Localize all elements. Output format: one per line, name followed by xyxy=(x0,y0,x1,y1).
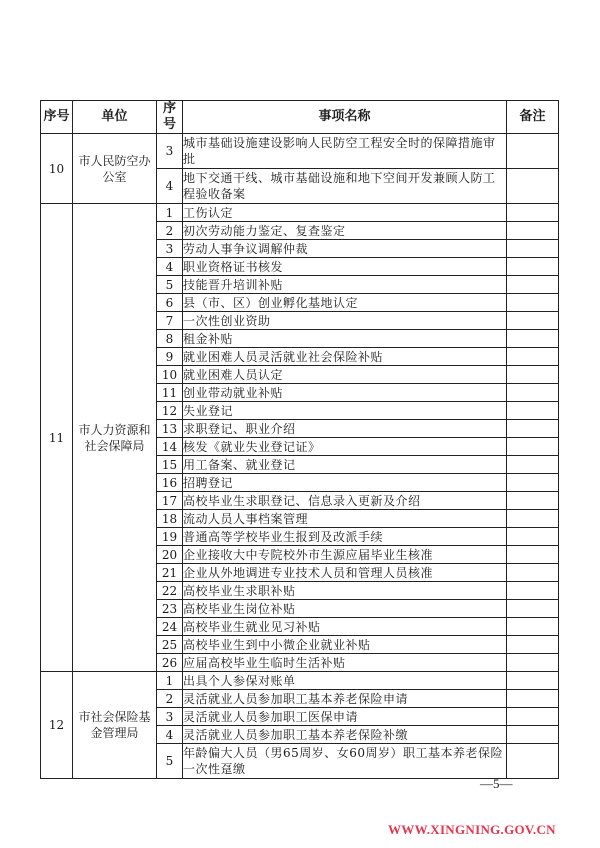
item-note-cell xyxy=(507,294,559,312)
group-seq-cell: 12 xyxy=(41,672,73,779)
item-seq-cell: 17 xyxy=(157,492,183,510)
item-name-cell: 县（市、区）创业孵化基地认定 xyxy=(183,294,507,312)
item-name-cell: 招聘登记 xyxy=(183,474,507,492)
group-unit-cell: 市社会保险基金管理局 xyxy=(73,672,157,779)
item-note-cell xyxy=(507,618,559,636)
service-items-table xyxy=(40,100,559,779)
item-note-cell xyxy=(507,510,559,528)
table-row xyxy=(41,672,559,690)
item-name-cell: 企业从外地调进专业技术人员和管理人员核准 xyxy=(183,564,507,582)
group-unit-cell: 市人力资源和社会保障局 xyxy=(73,204,157,672)
item-seq-cell: 4 xyxy=(157,169,183,204)
header-unit: 单位 xyxy=(73,101,157,134)
item-name-cell: 灵活就业人员参加职工基本养老保险补缴 xyxy=(183,726,507,744)
item-seq-cell: 12 xyxy=(157,402,183,420)
item-name-cell: 地下交通干线、城市基础设施和地下空间开发兼顾人防工程验收备案 xyxy=(183,169,507,204)
table-body xyxy=(41,134,559,779)
item-note-cell xyxy=(507,636,559,654)
item-note-cell xyxy=(507,546,559,564)
item-seq-cell: 1 xyxy=(157,672,183,690)
item-seq-cell: 3 xyxy=(157,134,183,169)
item-name-cell: 高校毕业生到中小微企业就业补贴 xyxy=(183,636,507,654)
item-name-cell: 城市基础设施建设影响人民防空工程安全时的保障措施审批 xyxy=(183,134,507,169)
item-seq-cell: 1 xyxy=(157,204,183,222)
item-name-cell: 应届高校毕业生临时生活补贴 xyxy=(183,654,507,672)
item-note-cell xyxy=(507,134,559,169)
item-seq-cell: 7 xyxy=(157,312,183,330)
item-seq-cell: 4 xyxy=(157,258,183,276)
item-name-cell: 出具个人参保对账单 xyxy=(183,672,507,690)
item-seq-cell: 2 xyxy=(157,222,183,240)
item-seq-cell: 18 xyxy=(157,510,183,528)
item-seq-cell: 13 xyxy=(157,420,183,438)
website-watermark: WWW.XINGNING.GOV.CN xyxy=(388,822,556,837)
item-note-cell xyxy=(507,726,559,744)
item-note-cell xyxy=(507,492,559,510)
header-item-name: 事项名称 xyxy=(183,101,507,134)
item-note-cell xyxy=(507,690,559,708)
item-note-cell xyxy=(507,708,559,726)
item-note-cell xyxy=(507,654,559,672)
item-name-cell: 企业接收大中专院校外市生源应届毕业生核准 xyxy=(183,546,507,564)
item-name-cell: 高校毕业生求职补贴 xyxy=(183,582,507,600)
item-note-cell xyxy=(507,222,559,240)
item-note-cell xyxy=(507,582,559,600)
item-name-cell: 求职登记、职业介绍 xyxy=(183,420,507,438)
item-note-cell xyxy=(507,528,559,546)
item-note-cell xyxy=(507,474,559,492)
item-name-cell: 租金补贴 xyxy=(183,330,507,348)
item-note-cell xyxy=(507,672,559,690)
header-note: 备注 xyxy=(507,101,559,134)
item-name-cell: 高校毕业生求职登记、信息录入更新及介绍 xyxy=(183,492,507,510)
item-seq-cell: 19 xyxy=(157,528,183,546)
group-seq-cell: 11 xyxy=(41,204,73,672)
item-seq-cell: 10 xyxy=(157,366,183,384)
item-name-cell: 普通高等学校毕业生报到及改派手续 xyxy=(183,528,507,546)
item-name-cell: 创业带动就业补贴 xyxy=(183,384,507,402)
item-name-cell: 年龄偏大人员（男65周岁、女60周岁）职工基本养老保险一次性趸缴 xyxy=(183,744,507,779)
item-note-cell xyxy=(507,420,559,438)
item-seq-cell: 20 xyxy=(157,546,183,564)
header-seq: 序号 xyxy=(41,101,73,134)
item-seq-cell: 11 xyxy=(157,384,183,402)
item-seq-cell: 3 xyxy=(157,240,183,258)
item-name-cell: 劳动人事争议调解仲裁 xyxy=(183,240,507,258)
item-seq-cell: 6 xyxy=(157,294,183,312)
item-seq-cell: 5 xyxy=(157,744,183,779)
item-note-cell xyxy=(507,240,559,258)
item-name-cell: 灵活就业人员参加职工基本养老保险申请 xyxy=(183,690,507,708)
item-name-cell: 灵活就业人员参加职工医保申请 xyxy=(183,708,507,726)
item-note-cell xyxy=(507,438,559,456)
item-name-cell: 失业登记 xyxy=(183,402,507,420)
item-seq-cell: 25 xyxy=(157,636,183,654)
item-note-cell xyxy=(507,744,559,779)
item-note-cell xyxy=(507,366,559,384)
item-seq-cell: 26 xyxy=(157,654,183,672)
item-seq-cell: 23 xyxy=(157,600,183,618)
item-note-cell xyxy=(507,204,559,222)
item-name-cell: 就业困难人员灵活就业社会保险补贴 xyxy=(183,348,507,366)
item-name-cell: 工伤认定 xyxy=(183,204,507,222)
item-note-cell xyxy=(507,169,559,204)
item-seq-cell: 21 xyxy=(157,564,183,582)
item-seq-cell: 3 xyxy=(157,708,183,726)
group-seq-cell: 10 xyxy=(41,134,73,204)
item-name-cell: 高校毕业生岗位补贴 xyxy=(183,600,507,618)
page-number: —5— xyxy=(480,776,513,791)
item-note-cell xyxy=(507,276,559,294)
item-name-cell: 核发《就业失业登记证》 xyxy=(183,438,507,456)
item-note-cell xyxy=(507,402,559,420)
item-name-cell: 一次性创业资助 xyxy=(183,312,507,330)
header-sub-seq: 序号 xyxy=(157,101,183,134)
item-note-cell xyxy=(507,312,559,330)
item-seq-cell: 24 xyxy=(157,618,183,636)
item-note-cell xyxy=(507,384,559,402)
item-name-cell: 就业困难人员认定 xyxy=(183,366,507,384)
item-seq-cell: 8 xyxy=(157,330,183,348)
item-seq-cell: 16 xyxy=(157,474,183,492)
item-name-cell: 流动人员人事档案管理 xyxy=(183,510,507,528)
item-seq-cell: 15 xyxy=(157,456,183,474)
item-seq-cell: 22 xyxy=(157,582,183,600)
item-seq-cell: 9 xyxy=(157,348,183,366)
item-name-cell: 用工备案、就业登记 xyxy=(183,456,507,474)
item-note-cell xyxy=(507,564,559,582)
table-row xyxy=(41,204,559,222)
item-seq-cell: 5 xyxy=(157,276,183,294)
item-name-cell: 高校毕业生就业见习补贴 xyxy=(183,618,507,636)
item-seq-cell: 4 xyxy=(157,726,183,744)
item-seq-cell: 2 xyxy=(157,690,183,708)
item-name-cell: 技能晋升培训补贴 xyxy=(183,276,507,294)
item-name-cell: 初次劳动能力鉴定、复查鉴定 xyxy=(183,222,507,240)
item-seq-cell: 14 xyxy=(157,438,183,456)
table-header-row xyxy=(41,101,559,134)
item-note-cell xyxy=(507,330,559,348)
item-note-cell xyxy=(507,258,559,276)
item-note-cell xyxy=(507,600,559,618)
item-name-cell: 职业资格证书核发 xyxy=(183,258,507,276)
item-note-cell xyxy=(507,456,559,474)
table-row xyxy=(41,134,559,169)
group-unit-cell: 市人民防空办公室 xyxy=(73,134,157,204)
item-note-cell xyxy=(507,348,559,366)
